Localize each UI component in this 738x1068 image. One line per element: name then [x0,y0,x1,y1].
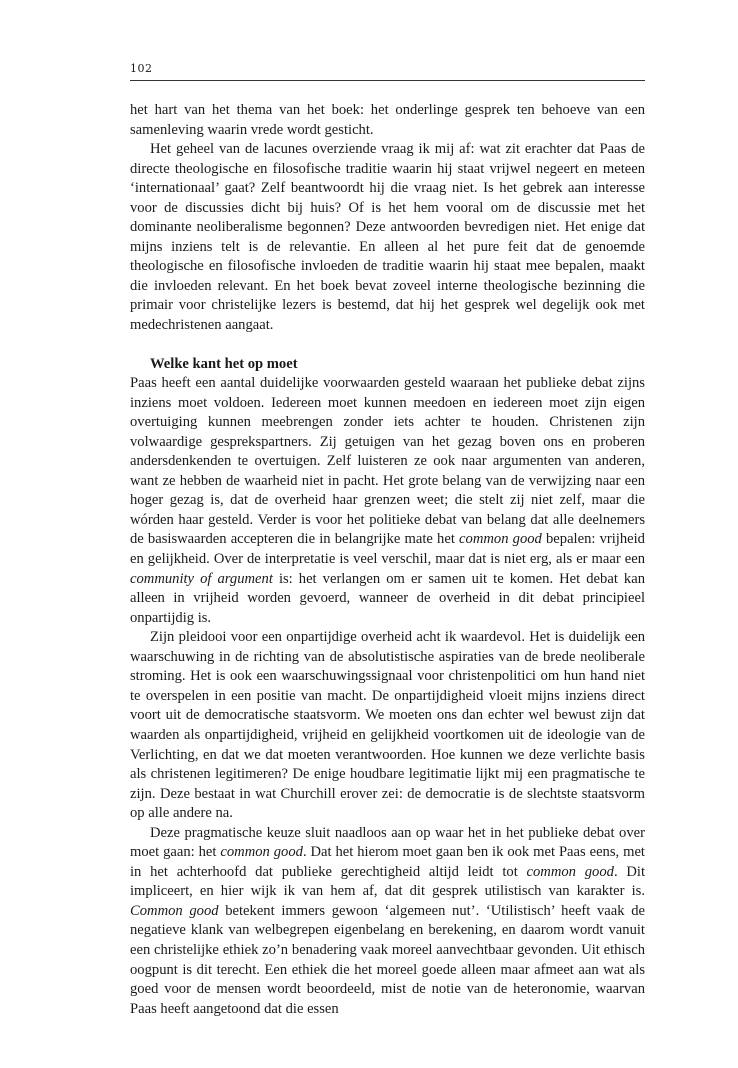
paragraph-3-emphasis-2: community of argument [130,570,273,587]
paragraph-3-emphasis-1: common good [459,531,542,548]
paragraph-5-text-a: Deze pragmatische keuze sluit naadloos aan op waar het in het publieke debat over moet gaan: het [130,824,645,861]
paragraph-5-text-c: . Dit impliceert, en hier wijk ik van hem af, dat dit gesprek utilistisch van karakter is. [130,863,645,900]
paragraph-2: Het geheel van de lacunes overziende vraag ik mij af: wat zit erachter dat Paas de directe theologische en filosofische traditie waarin hij staat vrijwel negeert en meteen ‘internationaal’ gaat? Zelf beantwoordt hij die vraag niet. Is het gebrek aan interesse voor de discussies dicht bij huis? Of is het hem vooral om de discussie met het dominante neoliberalisme begonnen? Deze antwoorden bevredigen niet. Het enige dat mijns inziens telt is de relevantie. En alleen al het pure feit dat de genoemde theologische en filosofische invloeden de traditie waarin hij staat mee bepalen, maakt die invloeden relevant. En het boek bevat zoveel interne theologische bezinning die primair voor christelijke lezers is bestemd, dat hij het gesprek wel degelijk ook met medechristenen aangaat. [130,141,645,334]
paragraph-3 [130,374,645,628]
paragraph-4: Zijn pleidooi voor een onpartijdige overheid acht ik waardevol. Het is duidelijk een waarschuwing in de richting van de absolutistische aspiraties van de brede neoliberale stroming. Het is ook een waarschuwingssignaal voor christenpolitici om hun hand niet te overspelen in een positie van macht. De onpartijdigheid vloeit mijns inziens direct voort uit de democratische staatsvorm. We moeten ons dan echter wel bewust zijn dat waarden als onpartijdigheid, vrijheid en gelijkheid voortkomen uit de ideologie van de Verlichting, en dat we dat moeten verantwoorden. Hoe kunnen we deze verlichte basis als christenen legitimeren? De enige houdbare legitimatie lijkt mij een pragmatische te zijn. Deze bestaat in wat Churchill erover zei: de democratie is de slechtste staatsvorm op alle andere na. [130,629,645,822]
paragraph-5-text-b: . Dat het hierom moet gaan ben ik ook met Paas eens, met in het achterhoofd dat publieke gerechtigheid altijd leidt tot [130,844,645,880]
paragraph-3-text-c: is: het verlangen om er samen uit te komen. Het debat kan alleen in vrijheid worden gevoerd, wanneer de overheid in dit debat principieel onpartijdig is. [130,570,645,626]
section-heading: Welke kant het op moet [150,355,298,372]
paragraph-5-emphasis-1: common good [220,844,303,861]
paragraph-3-text-b: bepalen: vrijheid en gelijkheid. Over de interpretatie is veel verschil, maar dat is niet erg, als er maar een [130,531,645,568]
paragraph-3-text-a: Paas heeft een aantal duidelijke voorwaarden gesteld waaraan het publieke debat zijns inziens moet voldoen. Iedereen moet kunnen meedoen en iedereen moet zijn eigen overtuiging kunnen meebrengen zonder iets achter te houden. Christenen zijn volwaardige gesprekspartners. Zij getuigen van het gezag boven ons en proberen andersdenkenden te overtuigen. Zelf luisteren ze ook naar argumenten van anderen, want ze hebben de waarheid niet in pacht. Het grote belang van de verwijzing naar een hoger gezag is, dat de overheid haar grenzen weet; die stelt zij niet zelf, maar die wórden haar gesteld. Verder is voor het politieke debat van belang dat alle deelnemers de basiswaarden accepteren die in belangrijke mate het [130,375,645,548]
page-number: 102 [130,62,153,75]
paragraph-5 [130,824,645,1019]
header-rule [130,80,645,81]
paragraph-5-emphasis-2: common good [526,863,614,880]
paragraph-5-emphasis-3: Common good [130,902,219,919]
paragraph-5-text-d: betekent immers gewoon ‘algemeen nut’. ‘Utilistisch’ heeft vaak de negatieve klank van welbegrepen eigenbelang en berekening, en daarom wordt vanuit een christelijke ethiek zo’n benadering vaak moreel aanvechtbaar gevonden. Uit ethisch oogpunt is dit terecht. Een ethiek die het moreel goede alleen maar afmeet aan wat als goed voor de mensen wordt beoordeeld, mist de notie van de heteronomie, waarvan Paas heeft aangetoond dat die essen [130,902,645,1017]
paragraph-1: het hart van het thema van het boek: het onderlinge gesprek ten behoeve van een samenleving waarin vrede wordt gesticht. [130,102,645,138]
page-body [130,101,645,1019]
